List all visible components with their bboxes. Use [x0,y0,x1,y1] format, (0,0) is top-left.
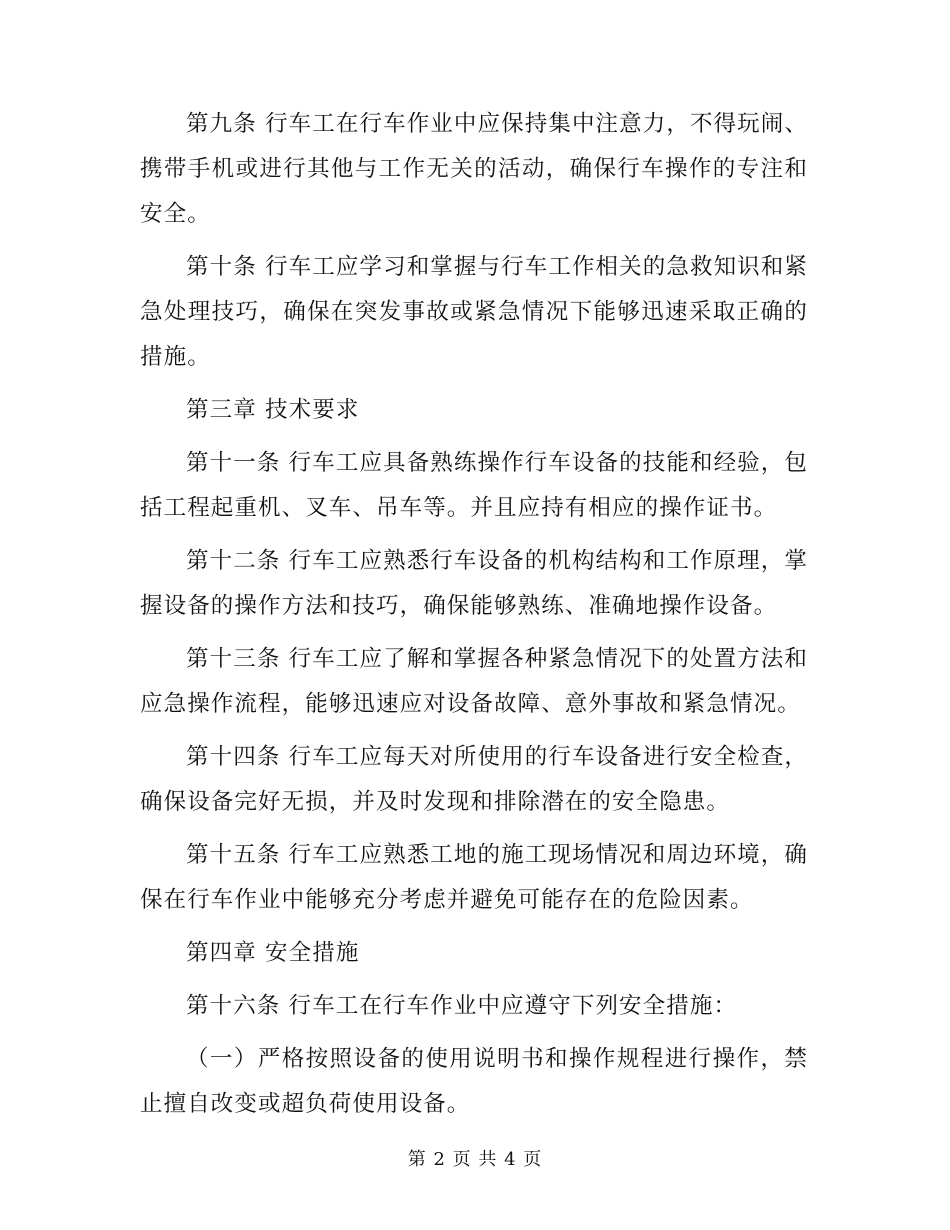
article-10: 第十条 行车工应学习和掌握与行车工作相关的急救知识和紧急处理技巧，确保在突发事故或紧急情况下能够迅速采取正确的措施。 [140,254,808,370]
page-number-footer: 第 2 页 共 4 页 [407,1149,543,1170]
chapter-4-heading: 第四章 安全措施 [186,940,360,966]
article-16-item-1: （一）严格按照设备的使用说明书和操作规程进行操作，禁止擅自改变或超负荷使用设备。 [140,1046,808,1117]
article-15: 第十五条 行车工应熟悉工地的施工现场情况和周边环境，确保在行车作业中能够充分考虑并避免可能存在的危险因素。 [140,842,808,913]
article-12: 第十二条 行车工应熟悉行车设备的机构结构和工作原理，掌握设备的操作方法和技巧，确保能够熟练、准确地操作设备。 [140,548,808,619]
document-body [140,102,808,1135]
article-13: 第十三条 行车工应了解和掌握各种紧急情况下的处置方法和应急操作流程，能够迅速应对设备故障、意外事故和紧急情况。 [140,646,808,717]
article-14: 第十四条 行车工应每天对所使用的行车设备进行安全检查，确保设备完好无损，并及时发现和排除潜在的安全隐患。 [140,744,808,815]
article-16: 第十六条 行车工在行车作业中应遵守下列安全措施： [186,993,738,1019]
chapter-3-heading: 第三章 技术要求 [186,397,360,423]
article-9: 第九条 行车工在行车作业中应保持集中注意力，不得玩闹、携带手机或进行其他与工作无关的活动，确保行车操作的专注和安全。 [140,111,808,227]
article-11: 第十一条 行车工应具备熟练操作行车设备的技能和经验，包括工程起重机、叉车、吊车等。并且应持有相应的操作证书。 [140,450,808,521]
